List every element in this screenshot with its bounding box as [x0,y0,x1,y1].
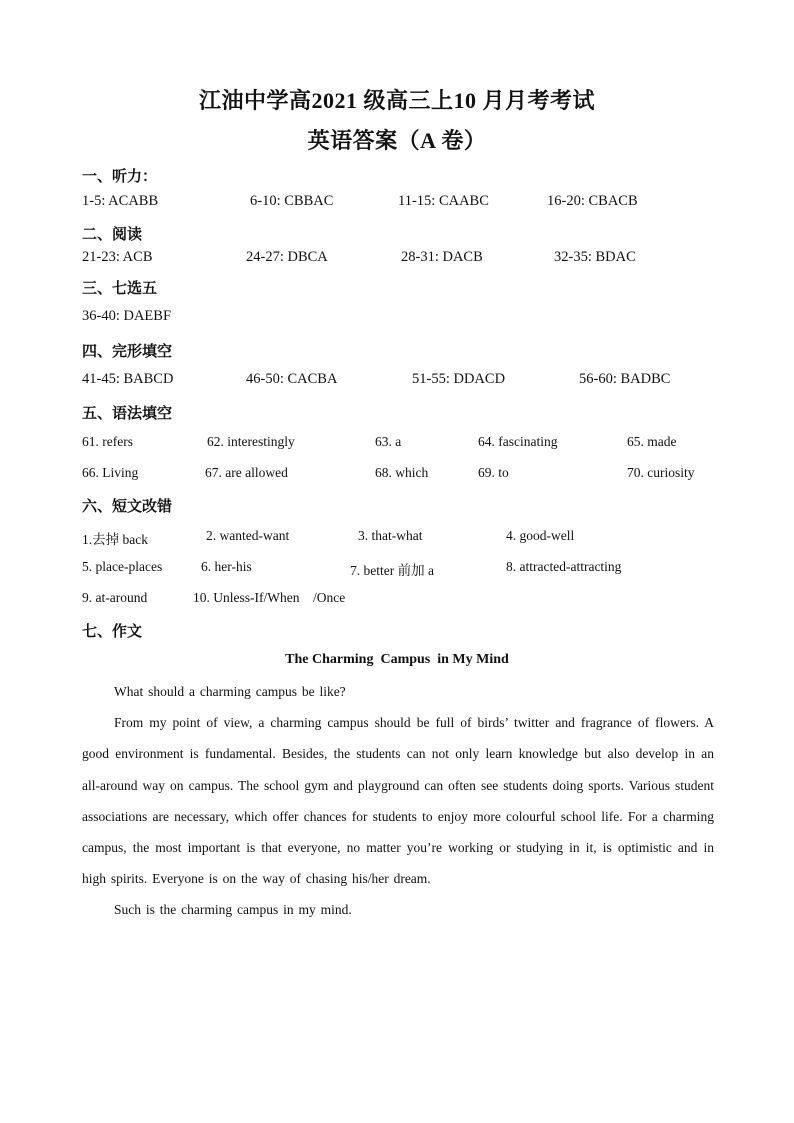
answer-item: 70. curiosity [627,465,695,480]
section-heading-writing: 七、作文 [82,624,143,640]
section-heading-reading: 二、阅读 [82,227,143,243]
answer-group: 16-20: CBACB [547,193,638,209]
answer-item: 67. are allowed [205,465,288,480]
cloze-answers [0,371,794,391]
answer-group: 51-55: DDACD [412,371,506,387]
correction-answers-row-2 [0,559,794,579]
page-title: 江油中学高2021 级高三上10 月月考考试 [198,88,595,113]
answer-item: 62. interestingly [207,434,295,449]
answer-item: 4. good-well [506,528,575,543]
essay-paragraph: What should a charming campus be like? [114,684,346,699]
section-heading-cloze: 四、完形填空 [82,344,173,360]
reading-answers [0,249,794,269]
section-heading-seven-five: 三、七选五 [82,281,158,297]
answer-group: 11-15: CAABC [398,193,489,209]
answer-item: 65. made [627,434,677,449]
listening-answers [0,193,794,213]
answer-item: 69. to [478,465,509,480]
answer-group: 28-31: DACB [401,249,483,265]
answer-item: 66. Living [82,465,139,480]
essay-title: The Charming Campus in My Mind [285,652,509,667]
answer-item: 10. Unless-If/When /Once [193,590,346,605]
section-heading-listening: 一、听力： [82,169,158,185]
page-subtitle: 英语答案（A 卷） [307,128,487,153]
answer-group: 46-50: CACBA [246,371,338,387]
answer-item: 63. a [375,434,402,449]
grammar-answers-row-2 [0,465,794,485]
seven-five-answers [0,308,794,328]
section-heading-grammar: 五、语法填空 [82,406,173,422]
answer-group: 21-23: ACB [82,249,153,265]
answer-item: 1.去掉 back [82,532,148,547]
answer-item: 2. wanted-want [206,528,290,543]
answer-group: 32-35: BDAC [554,249,636,265]
answer-item: 68. which [375,465,429,480]
answer-group: 36-40: DAEBF [82,308,172,324]
answer-group: 24-27: DBCA [246,249,328,265]
answer-group: 41-45: BABCD [82,371,174,387]
answer-group: 56-60: BADBC [579,371,671,387]
correction-answers-row-3 [0,590,794,610]
essay-body [82,676,714,926]
answer-item: 7. better 前加 a [350,563,434,578]
answer-group: 1-5: ACABB [82,193,159,209]
answer-item: 9. at-around [82,590,148,605]
correction-answers-row-1 [0,528,794,548]
grammar-answers-row-1 [0,434,794,454]
answer-item: 6. her-his [201,559,252,574]
answer-item: 5. place-places [82,559,163,574]
answer-group: 6-10: CBBAC [250,193,334,209]
answer-item: 8. attracted-attracting [506,559,622,574]
answer-item: 3. that-what [358,528,423,543]
section-heading-correction: 六、短文改错 [82,499,173,515]
answer-item: 64. fascinating [478,434,558,449]
essay-paragraph: Such is the charming campus in my mind. [114,902,352,918]
essay-paragraph: From my point of view, a charming campus should be full of birds’ twitter and fragrance of flowers. A good environment is fundamental. Besides, the students can not only learn knowledge but also develop in an all-around way on campus. The school gym and playground can often see students doing sports. Various student associations are necessary, which offer chances for students to enjoy more colourful school life. For a charming campus, the most important is that everyone, no matter you’re working or studying in it, is optimistic and in high spirits. Everyone is on the way of chasing his/her dream. [82,715,714,887]
answer-item: 61. refers [82,434,133,449]
